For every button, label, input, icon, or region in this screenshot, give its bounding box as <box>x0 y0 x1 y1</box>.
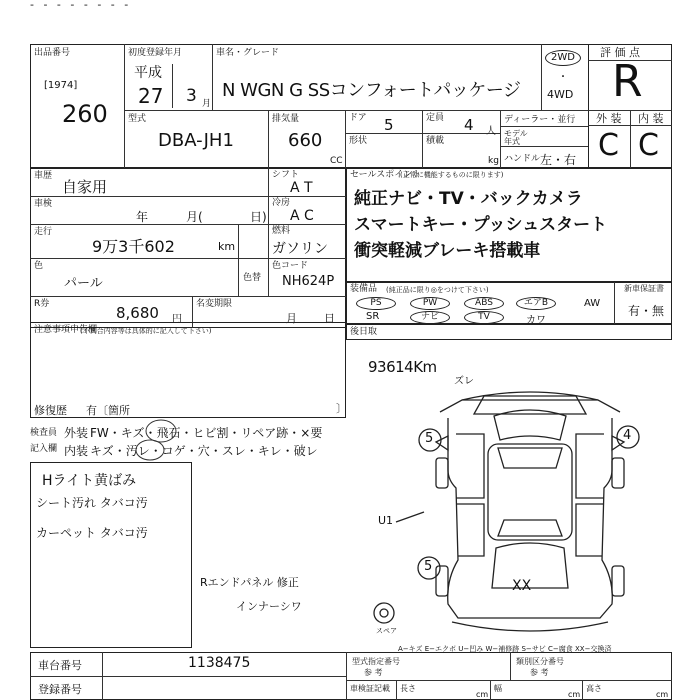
note-line-1: Hライト黄ばみ <box>42 473 137 489</box>
capacity-value: 4 <box>464 116 474 134</box>
equip-sr: SR <box>366 311 380 322</box>
note-line-2: シート汚れ タバコ汚 <box>36 496 148 510</box>
late-input-label: 後日取 <box>350 327 378 337</box>
equip-aw: AW <box>584 298 601 309</box>
warranty-label: 新車保証書 <box>624 284 664 293</box>
mileage-unit: km <box>218 240 236 253</box>
grade-interior-label: 内 装 <box>638 112 664 125</box>
first-reg-year: 27 <box>138 84 164 108</box>
shift-label: シフト <box>272 170 300 180</box>
mark-center: U1 <box>378 514 394 527</box>
shift-value: A T <box>290 180 313 196</box>
handle-label: ハンドル <box>504 154 541 164</box>
mark-rear: XX <box>512 578 532 594</box>
notes-label: 注意事項申告欄 <box>34 325 98 335</box>
drive-dot: ・ <box>558 72 568 83</box>
cert-height-unit: cm <box>656 690 669 699</box>
handwritten-mileage-note: ズレ <box>454 376 474 387</box>
interior-title: 内装 <box>64 444 89 458</box>
grade-exterior-label: 外 装 <box>596 112 622 125</box>
cert-length-unit: cm <box>476 690 489 699</box>
grade-label: 評 価 点 <box>600 46 640 59</box>
drive-2wd: 2WD <box>545 50 581 66</box>
displacement-unit: CC <box>330 156 343 166</box>
equip-pw: PW <box>410 297 450 310</box>
equip-ps: PS <box>356 297 396 310</box>
selling-point-3: 衝突軽減ブレーキ搭載車 <box>354 241 541 261</box>
grade-value: R <box>612 56 643 107</box>
name-change-month: 月 <box>286 312 297 325</box>
drive-4wd: 4WD <box>547 88 574 101</box>
load-unit: kg <box>488 156 499 166</box>
equipment-sub: (純正品に限り◎をつけて下さい) <box>386 286 489 294</box>
car-name-label: 車名・グレード <box>216 48 280 58</box>
note-line-3: カーペット タバコ汚 <box>36 526 148 540</box>
name-change-label: 名変期限 <box>196 299 233 309</box>
exterior-options: FW・キズ・飛石・ヒビ割・リペア跡・×要 <box>90 426 323 440</box>
name-change-day: 日 <box>324 312 335 325</box>
doors-value: 5 <box>384 116 394 134</box>
damage-legend: A−キズ E−エクボ U−凹み W−補修跡 S−サビ C−腐食 XX−交換済 <box>398 645 612 653</box>
load-label: 積載 <box>426 136 445 146</box>
first-reg-label: 初度登録年月 <box>128 48 183 58</box>
inspection-label: 車検 <box>34 199 53 209</box>
recycle-unit: 円 <box>172 314 182 325</box>
exterior-title: 外装 <box>64 426 89 440</box>
equip-abs: ABS <box>464 297 504 310</box>
color-code: NH624P <box>282 274 335 289</box>
spare-label: スペア <box>376 627 397 635</box>
inspection-month: 月( <box>186 210 203 224</box>
handwritten-mileage: 93614Km <box>368 358 437 376</box>
notes-sub: (不具合内容等は具体的に記入して下さい) <box>80 327 212 335</box>
chassis-label: 車台番号 <box>38 659 82 672</box>
equip-airbag: エアB <box>516 297 556 310</box>
cert-width-unit: cm <box>568 690 581 699</box>
model-year-label: モデル 年式 <box>504 129 528 146</box>
fuel-label: 燃料 <box>272 226 291 236</box>
inspector-label: 検査員 <box>30 428 58 438</box>
aircon-value: A C <box>290 208 314 224</box>
note-line-5: インナーシワ <box>236 600 302 613</box>
color-value: パール <box>64 276 103 291</box>
dealer-label: ディーラー・並行 <box>504 115 576 125</box>
cert-width: 幅 <box>494 684 502 693</box>
equip-navi: ナビ <box>410 311 450 324</box>
doors-label: ドア <box>349 113 367 123</box>
repair-bracket: 〕 <box>336 402 347 415</box>
color-label: 色 <box>34 261 44 271</box>
mileage-value: 9万3千602 <box>92 237 175 256</box>
displacement-value: 660 <box>288 130 323 151</box>
color-code-label: 色コード <box>272 261 309 271</box>
category-label: 類別区分番号 <box>516 657 564 666</box>
mark-front-right: 4 <box>623 428 632 443</box>
displacement-label: 排気量 <box>272 114 300 124</box>
shape-label: 形状 <box>349 136 368 146</box>
equip-tv: TV <box>464 311 504 324</box>
equip-leather: カワ <box>526 315 546 326</box>
grade-interior: C <box>638 128 659 163</box>
model-designation-label: 型式指定番号 <box>352 657 400 666</box>
selling-points-sub: (正常に機能するものに限ります) <box>400 171 504 179</box>
first-reg-era: 平成 <box>134 65 162 81</box>
cert-label: 車検証記載 <box>350 684 390 693</box>
registration-label: 登録番号 <box>38 683 82 696</box>
aircon-label: 冷房 <box>272 198 291 208</box>
note-line-4: Rエンドパネル 修正 <box>200 576 299 589</box>
cert-height: 高さ <box>586 684 602 693</box>
recycle-label: R券 <box>34 299 50 309</box>
cert-length: 長さ <box>400 684 416 693</box>
equipment-label: 装備品 <box>350 284 378 294</box>
repair-value: 有〔箇所 <box>86 404 130 417</box>
car-name-value: N WGN G SSコンフォートパッケージ <box>222 80 521 101</box>
mark-front-left: 5 <box>425 431 434 446</box>
grade-exterior: C <box>598 128 619 163</box>
model-label: 型式 <box>128 114 147 124</box>
mark-rear-left: 5 <box>424 559 433 574</box>
selling-point-2: スマートキー・プッシュスタート <box>354 215 608 235</box>
inspection-year: 年 <box>136 210 149 224</box>
handle-value: 左・右 <box>540 153 577 167</box>
lot-code: [1974] <box>44 80 78 91</box>
capacity-label: 定員 <box>426 113 445 123</box>
selling-point-1: 純正ナビ・TV・バックカメラ <box>354 189 583 209</box>
warranty-value: 有・無 <box>628 304 665 318</box>
history-label: 車歴 <box>34 171 53 181</box>
interior-options: キズ・汚レ・コゲ・穴・スレ・キレ・破レ <box>90 444 318 458</box>
category-sub: 参 考 <box>530 668 549 677</box>
recycle-value: 8,680 <box>116 304 159 322</box>
header-dashes: - - - - - - - - <box>30 0 132 11</box>
lot-label: 出品番号 <box>34 48 71 58</box>
repair-label: 修復歴 <box>34 404 67 417</box>
fuel-value: ガソリン <box>272 241 328 257</box>
first-reg-month-unit: 月 <box>202 99 212 109</box>
lot-number: 260 <box>62 100 108 128</box>
chassis-value: 1138475 <box>188 655 251 671</box>
history-value: 自家用 <box>62 178 108 196</box>
inspection-day: 日) <box>250 210 267 224</box>
mileage-label: 走行 <box>34 227 53 237</box>
model-designation-sub: 参 考 <box>364 668 383 677</box>
capacity-unit: 人 <box>486 126 496 137</box>
color-change-label: 色替 <box>243 273 262 283</box>
inspector-label-2: 記入欄 <box>30 444 58 454</box>
first-reg-month: 3 <box>186 86 197 106</box>
selling-points-label: セールスポイント <box>350 170 422 180</box>
model-value: DBA-JH1 <box>158 130 234 151</box>
